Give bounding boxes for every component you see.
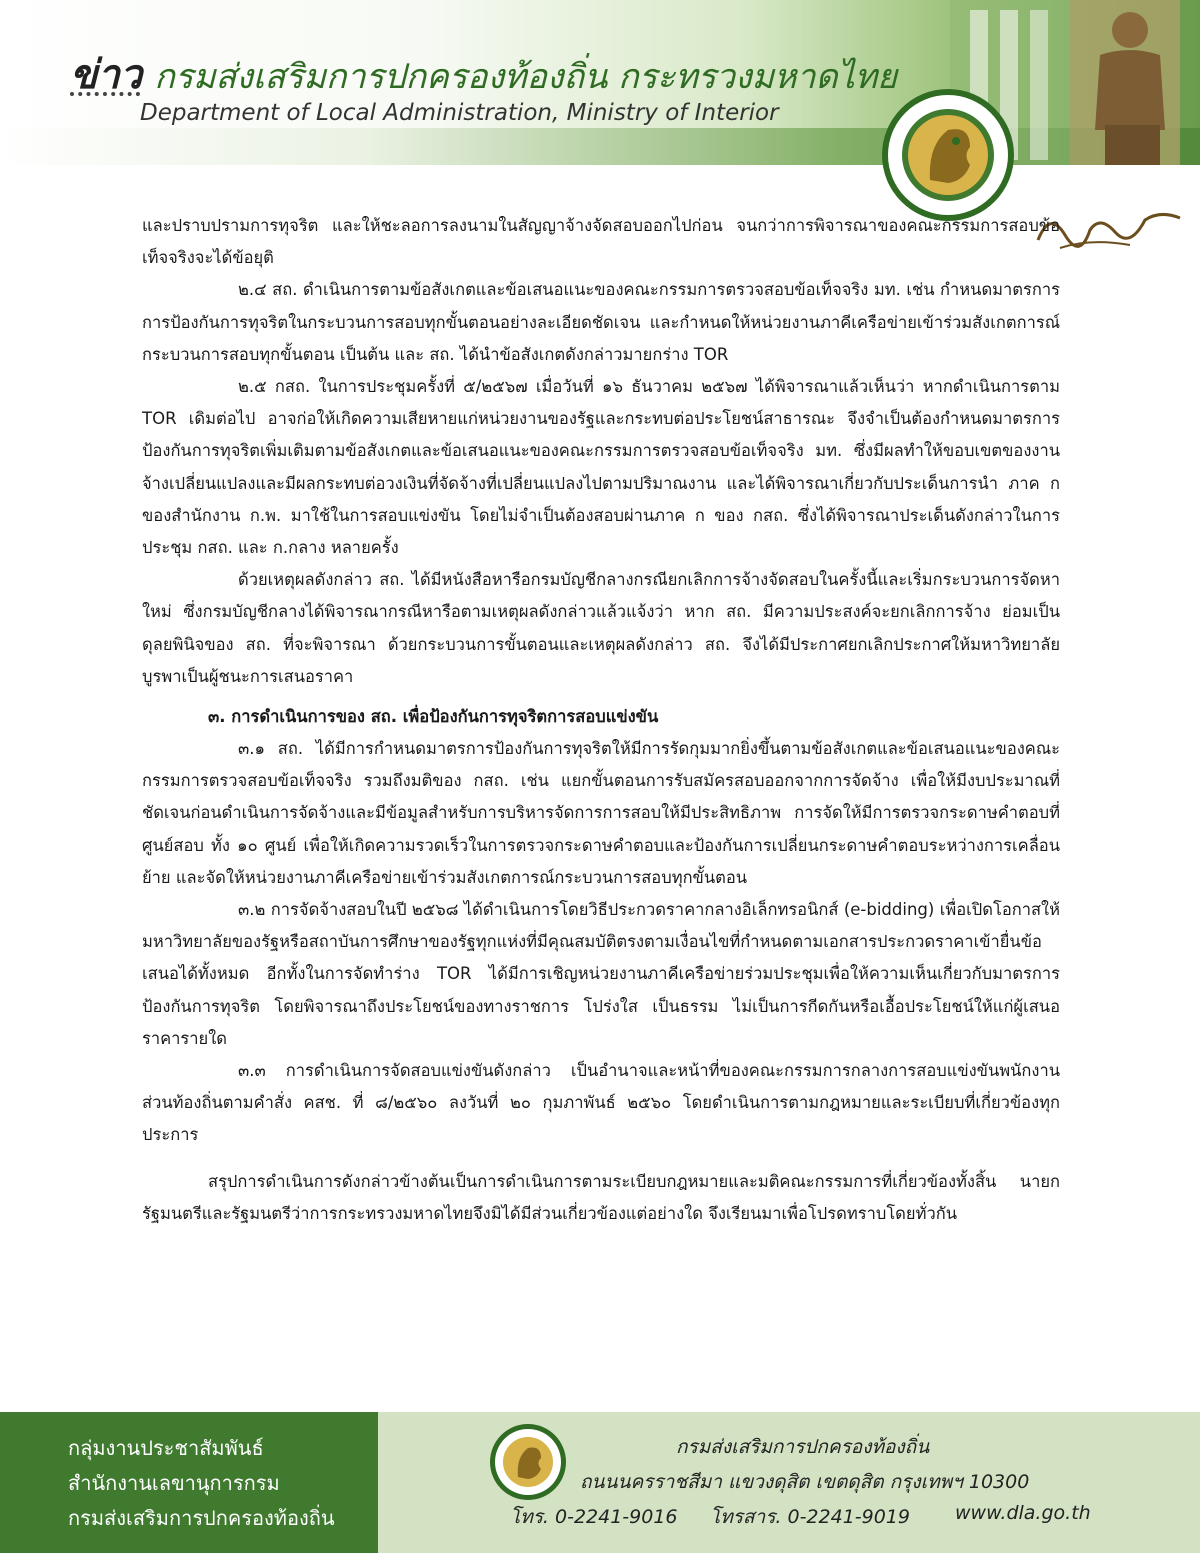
footer-fax: โทรสาร. 0-2241-9019 (710, 1506, 910, 1528)
header-banner (0, 0, 1200, 165)
title-dotted-underline (70, 92, 140, 96)
section-3-heading: ๓. การดำเนินการของ สถ. เพื่อป้องกันการทุจริตการสอบแข่งขัน (208, 707, 659, 727)
footer-unit-line2: สำนักงานเลขานุการกรม (68, 1471, 280, 1495)
footer-department-name: กรมส่งเสริมการปกครองท้องถิ่น (676, 1436, 930, 1458)
title-department: กรมส่งเสริมการปกครองท้องถิ่น กระทรวงมหาดไทย (154, 57, 898, 97)
paragraph-3-3: ๓.๓ การดำเนินการจัดสอบแข่งขันดังกล่าว เป็นอำนาจและหน้าที่ของคณะกรรมการกลางการสอบแข่งขันพนักงานส่วนท้องถิ่นตามคำสั่ง คสช. ที่ ๘/๒๕๖๐ ลงวันที่ ๒๐ กุมภาพันธ์ ๒๕๖๐ โดยดำเนินการตามกฎหมายและระเบียบที่เกี่ยวข้องทุกประการ (142, 1061, 1060, 1145)
footer (0, 1412, 1200, 1553)
footer-unit-line1: กลุ่มงานประชาสัมพันธ์ (68, 1436, 264, 1460)
paragraph-continuation: และปราบปรามการทุจริต และให้ชะลอการลงนามในสัญญาจ้างจัดสอบออกไปก่อน จนกว่าการพิจารณาของคณะกรรมการสอบข้อเท็จจริงจะได้ข้อยุติ (142, 216, 1060, 268)
paragraph-3-2: ๓.๒ การจัดจ้างสอบในปี ๒๕๖๘ ได้ดำเนินการโดยวิธีประกวดราคากลางอิเล็กทรอนิกส์ (e-bidding) เพื่อเปิดโอกาสให้มหาวิทยาลัยของรัฐหรือสถาบันการศึกษาของรัฐทุกแห่งที่มีคุณสมบัติตรงตามเงื่อนไขที่กำหนดตามเอกสารประกวดราคาเข้ายื่นข้อเสนอได้ทั้งหมด อีกทั้งในการจัดทำร่าง TOR ได้มีการเชิญหน่วยงานภาคีเครือข่ายร่วมประชุมเพื่อให้ความเห็นเกี่ยวกับมาตรการป้องกันการทุจริต โดยพิจารณาถึงประโยชน์ของทางราชการ โปร่งใส เป็นธรรม ไม่เป็นการกีดกันหรือเอื้อประโยชน์ให้แก่ผู้เสนอราคารายใด (142, 900, 1060, 1048)
header-title (70, 42, 897, 106)
department-seal-logo (878, 85, 1018, 225)
summary-paragraph: สรุปการดำเนินการดังกล่าวข้างต้นเป็นการดำเนินการตามระเบียบกฎหมายและมติคณะกรรมการที่เกี่ยวข้องทั้งสิ้น นายกรัฐมนตรีและรัฐมนตรีว่าการกระทรวงมหาดไทยจึงมิได้มีส่วนเกี่ยวข้องแต่อย่างใด จึงเรียนมาเพื่อโปรดทราบโดยทั่วกัน (142, 1171, 1060, 1223)
footer-seal-logo (488, 1422, 568, 1502)
footer-website-link[interactable]: www.dla.go.th (955, 1502, 1091, 1524)
paragraph-2-5: ๒.๕ กสถ. ในการประชุมครั้งที่ ๕/๒๕๖๗ เมื่อวันที่ ๑๖ ธันวาคม ๒๕๖๗ ได้พิจารณาแล้วเห็นว่า หากดำเนินการตาม TOR เดิมต่อไป อาจก่อให้เกิดความเสียหายแก่หน่วยงานของรัฐและกระทบต่อประโยชน์สาธารณะ จึงจำเป็นต้องกำหนดมาตรการป้องกันการทุจริตเพิ่มเติมตามข้อสังเกตและข้อเสนอแนะของคณะกรรมการตรวจสอบข้อเท็จจริง มท. ซึ่งมีผลทำให้ขอบเขตของงานจ้างเปลี่ยนแปลงและมีผลกระทบต่อวงเงินที่จัดจ้างที่เปลี่ยนแปลงไปตามปริมาณงาน และได้พิจารณาเกี่ยวกับประเด็นการนำ ภาค ก ของสำนักงาน ก.พ. มาใช้ในการสอบแข่งขัน โดยไม่จำเป็นต้องสอบผ่านภาค ก ของ กสถ. ซึ่งได้พิจารณาประเด็นดังกล่าวในการประชุม กสถ. และ ก.กลาง หลายครั้ง (142, 377, 1060, 558)
paragraph-reason: ด้วยเหตุผลดังกล่าว สถ. ได้มีหนังสือหารือกรมบัญชีกลางกรณียกเลิกการจ้างจัดสอบในครั้งนี้และเริ่มกระบวนการจัดหาใหม่ ซึ่งกรมบัญชีกลางได้พิจารณากรณีหารือตามเหตุผลดังกล่าวแล้วแจ้งว่า หาก สถ. มีความประสงค์จะยกเลิกการจ้าง ย่อมเป็นดุลยพินิจของ สถ. ที่จะพิจารณา ด้วยกระบวนการขั้นตอนและเหตุผลดังกล่าว สถ. จึงได้มีประกาศยกเลิกประกาศให้มหาวิทยาลัยบูรพาเป็นผู้ชนะการเสนอราคา (142, 570, 1060, 686)
footer-unit-line3: กรมส่งเสริมการปกครองท้องถิ่น (68, 1506, 335, 1530)
document-body (142, 210, 1060, 1230)
footer-street-address: ถนนนครราชสีมา แขวงดุสิต เขตดุสิต กรุงเทพฯ 10300 (580, 1471, 1030, 1493)
footer-phone: โทร. 0-2241-9016 (510, 1506, 678, 1528)
footer-contact-unit (0, 1412, 378, 1553)
paragraph-3-1: ๓.๑ สถ. ได้มีการกำหนดมาตรการป้องกันการทุจริตให้มีการรัดกุมมากยิ่งขึ้นตามข้อสังเกตและข้อเสนอแนะของคณะกรรมการตรวจสอบข้อเท็จจริง รวมถึงมติของ กสถ. เช่น แยกขั้นตอนการรับสมัครสอบออกจากการจัดจ้าง เพื่อให้มีงบประมาณที่ชัดเจนก่อนดำเนินการจัดจ้างและมีข้อมูลสำหรับการบริหารจัดการการสอบให้มีประสิทธิภาพ การจัดให้มีการตรวจกระดาษคำตอบที่ศูนย์สอบ ทั้ง ๑๐ ศูนย์ เพื่อให้เกิดความรวดเร็วในการตรวจกระดาษคำตอบและป้องกันการเปลี่ยนกระดาษคำตอบระหว่างการเคลื่อนย้าย และจัดให้หน่วยงานภาคีเครือข่ายเข้าร่วมสังเกตการณ์กระบวนการสอบทุกขั้นตอน (142, 739, 1060, 887)
paragraph-2-4: ๒.๔ สถ. ดำเนินการตามข้อสังเกตและข้อเสนอแนะของคณะกรรมการตรวจสอบข้อเท็จจริง มท. เช่น กำหนดมาตรการการป้องกันการทุจริตในกระบวนการสอบทุกขั้นตอนอย่างละเอียดชัดเจน และกำหนดให้หน่วยงานภาคีเครือข่ายเข้าร่วมสังเกตการณ์กระบวนการสอบทุกขั้นตอน เป็นต้น และ สถ. ได้นำข้อสังเกตดังกล่าวมายกร่าง TOR (142, 280, 1060, 364)
title-news-label: ข่าว (70, 51, 143, 98)
header-subtitle: Department of Local Administration, Ministry of Interior (140, 100, 779, 126)
